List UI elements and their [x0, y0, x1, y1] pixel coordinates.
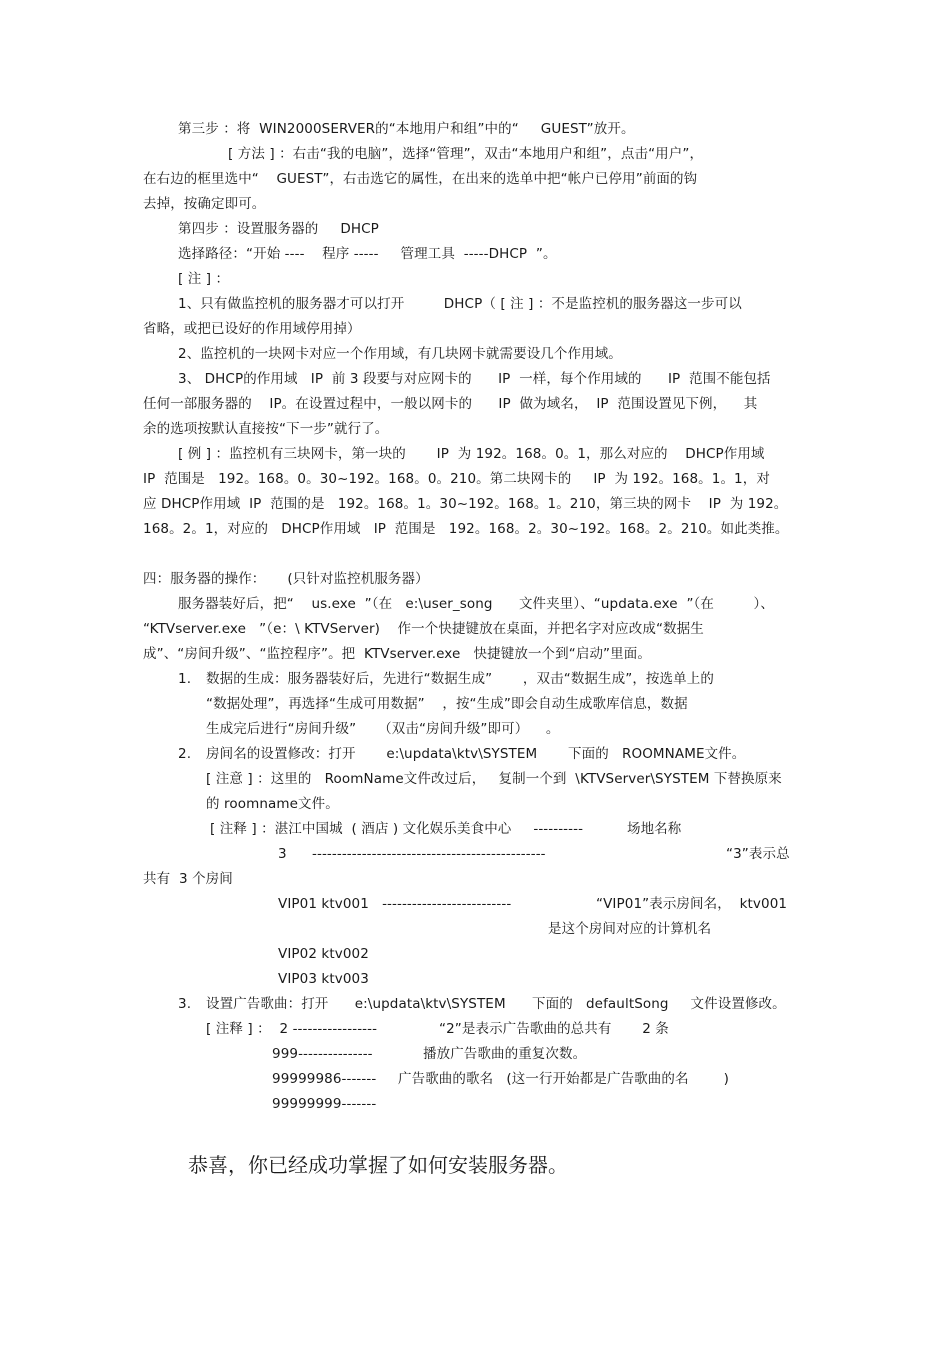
room-entry-2: VIP02 ktv002	[278, 946, 369, 962]
note-item-1-cont: 省略，或把已设好的作用域停用掉）	[143, 321, 361, 337]
ad-comment-2-note: 播放广告歌曲的重复次数。	[423, 1046, 587, 1062]
room-entry-1: VIP01 ktv001 --------------------------	[278, 896, 512, 912]
note-item-3-cont: 余的选项按默认直接按“下一步”就行了。	[143, 421, 389, 437]
room-count-value: 3	[278, 846, 287, 862]
note-item-1: 1、只有做监控机的服务器才可以打开 DHCP（ [ 注 ] ：不是监控机的服务器这一步可以	[178, 296, 742, 312]
ad-comment-1: [ 注释 ] ： 2 -----------------	[206, 1021, 378, 1037]
example-line-cont: 应 DHCP作用域 IP 范围的是 192。168。1。30~192。168。1。210，第三块的网卡 IP 为 192。	[143, 496, 788, 512]
closing-message: 恭喜，你已经成功掌握了如何安装服务器。	[188, 1153, 568, 1177]
list-item-2: 房间名的设置修改：打开 e:\updata\ktv\SYSTEM 下面的 ROOMNAME文件。	[206, 746, 746, 762]
list-item-1: 数据的生成：服务器装好后，先进行“数据生成” ，双击“数据生成”，按选单上的	[206, 671, 714, 687]
list-item-1-cont: “数据处理”，再选择“生成可用数据” ，按“生成”即会自动生成歌库信息，数据	[206, 696, 688, 712]
room-entry-1-note-cont: 是这个房间对应的计算机名	[548, 921, 712, 937]
comment-line: [ 注释 ] ：湛江中国城 ( 酒店 ) 文化娱乐美食中心 ---------- 场地名称	[210, 821, 682, 837]
method-line-cont: 在右边的框里选中“ GUEST”，右击选它的属性，在出来的选单中把“帐户已停用”前面的钩	[143, 171, 698, 187]
ad-comment-2: 999---------------	[272, 1046, 373, 1062]
note-heading: [ 注 ] ：	[178, 271, 230, 287]
section-four-heading: 四：服务器的操作： (只针对监控机服务器）	[143, 571, 429, 587]
room-entry-1-note: “VIP01”表示房间名， ktv001	[596, 896, 788, 912]
note-item-3: 3、 DHCP的作用域 IP 前 3 段要与对应网卡的 IP 一样，每个作用域的 IP 范围不能包括	[178, 371, 771, 387]
section-four-para-cont: “KTVserver.exe ”（e：\ KTVServer) 作一个快捷键放在桌面，并把名字对应改成“数据生	[143, 621, 704, 637]
list-number-3: 3.	[178, 996, 192, 1012]
section-four-para-cont: 成”、“房间升级”、“监控程序”。把 KTVserver.exe 快捷键放一个到“启动”里面。	[143, 646, 651, 662]
path-line: 选择路径：“开始 ---- 程序 ----- 管理工具 -----DHCP ”。	[178, 246, 557, 262]
ad-comment-1-note: “2”是表示广告歌曲的总共有 2 条	[439, 1021, 669, 1037]
note-item-3-cont: 任何一部服务器的 IP。在设置过程中，一般以网卡的 IP 做为域名， IP 范围设置见下例， 其	[143, 396, 758, 412]
room-count-dashes: -----------------------------------------------	[312, 846, 546, 862]
attention-line: [ 注意 ] ：这里的 RoomName文件改过后， 复制一个到 \KTVServer\SYSTEM 下替换原来	[206, 771, 782, 787]
section-four-para: 服务器装好后，把“ us.exe ”（在 e:\user_song 文件夹里）、“updata.exe ”（在 ）、	[178, 596, 774, 612]
ad-comment-3-note: 广告歌曲的歌名 (这一行开始都是广告歌曲的名 )	[398, 1071, 730, 1087]
method-line: [ 方法 ] ：右击“我的电脑”，选择“管理”，双击“本地用户和组”，点击“用户”，	[228, 146, 704, 162]
room-count-note: “3”表示总	[726, 846, 790, 862]
room-count-note-cont: 共有 3 个房间	[143, 871, 233, 887]
step4-line: 第四步 ：设置服务器的 DHCP	[178, 221, 379, 237]
list-item-3: 设置广告歌曲：打开 e:\updata\ktv\SYSTEM 下面的 defaultSong 文件设置修改。	[206, 996, 786, 1012]
example-line: [ 例 ] ：监控机有三块网卡，第一块的 IP 为 192。168。0。1，那么对应的 DHCP作用域	[178, 446, 765, 462]
list-item-1-cont: 生成完后进行“房间升级” （双击“房间升级”即可） 。	[206, 721, 560, 737]
list-number-2: 2.	[178, 746, 192, 762]
room-entry-3: VIP03 ktv003	[278, 971, 369, 987]
ad-comment-3: 99999986-------	[272, 1071, 377, 1087]
example-line-cont: 168。2。1，对应的 DHCP作用域 IP 范围是 192。168。2。30~192。168。2。210。如此类推。	[143, 521, 789, 537]
method-line-cont: 去掉，按确定即可。	[143, 196, 266, 212]
example-line-cont: IP 范围是 192。168。0。30~192。168。0。210。第二块网卡的 IP 为 192。168。1。1，对	[143, 471, 770, 487]
note-item-2: 2、监控机的一块网卡对应一个作用域，有几块网卡就需要设几个作用域。	[178, 346, 622, 362]
ad-comment-4: 99999999-------	[272, 1096, 377, 1112]
step3-line: 第三步 ：将 WIN2000SERVER的“本地用户和组”中的“ GUEST”放开。	[178, 121, 635, 137]
list-number-1: 1.	[178, 671, 192, 687]
attention-line-cont: 的 roomname文件。	[206, 796, 339, 812]
